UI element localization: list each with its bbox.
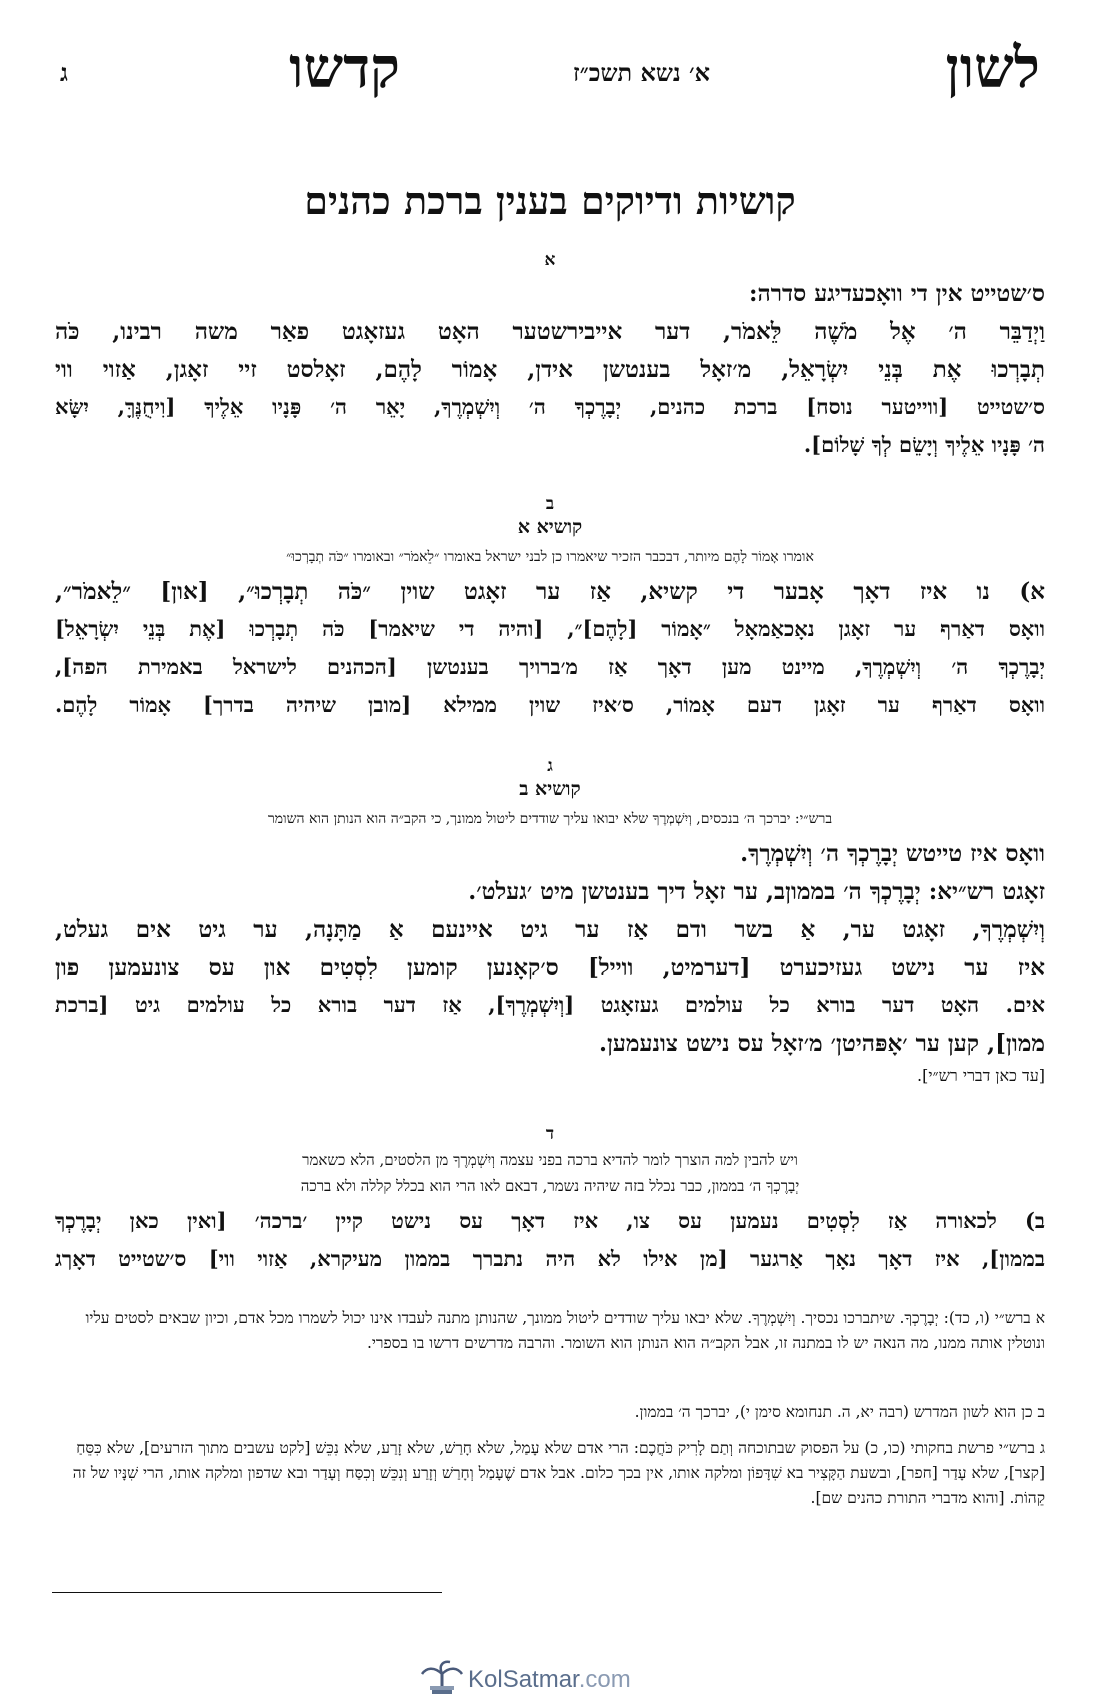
section-c-heading: קושיא ב: [519, 778, 581, 800]
section-b-line-1: א) נו איז דאָך אָבער די קשיא, אַז ער זאָגט שוין ״כֹּה תְבָרְכוּ״, [און] ״לֵאמֹר״,: [55, 578, 1045, 605]
logo-name: KolSatmar: [468, 1666, 579, 1693]
header-date: א׳ נשא תשכ״ז: [572, 58, 710, 87]
section-b-line-2: וואָס דאַרף ער זאָגן נאָכאַמאָל ״אָמוֹר [לָהֶם]״, [והיה די שיאמר] כֹּה תְבָרְכוּ [אֶת בְּנֵי יִשְׂרָאֵל]: [55, 616, 1045, 641]
footnote-a: א ברש״י (ו, כד): יְבָרֶכְךָ. שיתברכו נכסיך. וְיִשְׁמְרֶךָ. שלא יבאו עליך שודדים ליטול ממונך, שהנותן מתנה לעבדו אינו יכול לשמרו מכל אדם, וכיון שבאים לסטים עליו ונוטלין אותה ממנו, מה הנאה יש לו במתנה זו, אבל הקב״ה הוא הנותן הוא השומר. והרבה מדרשים דרשו בו בספרי.: [85, 1309, 1045, 1352]
section-c-line-5: אים. האָט דער בורא כל עולמים געזאָגט [וְיִשְׁמְרֶךָ], אַז דער בורא כל עולמים גיט [ברכת: [55, 992, 1045, 1017]
section-a-line-5: ה׳ פָּנָיו אֵלֶיךָ וְיָשֵׂם לְךָ שָׁלוֹם].: [803, 432, 1045, 457]
logo-wordmark: [468, 1666, 631, 1694]
section-d-line-2: בממון], איז דאָך נאָך אַרגער [מן אילו לא היה נתברך בממון מעיקרא, אַזוי ווי] ס׳שטייט דאָךג: [55, 1246, 1045, 1271]
section-c-line-6: ממון], קען ער ׳אָפּהיטן׳ מ׳זאָל עס נישט צונעמען.: [599, 1030, 1045, 1057]
kolsatmar-logo: [420, 1660, 700, 1696]
page-header: [60, 35, 1040, 110]
section-b-heading: קושיא א: [517, 516, 583, 538]
footnote-c: ג ברש״י פרשת בחקותי (כו, כ) על הפסוק שבתוכחה וְתַם לָרִיק כֹּחֲכֶם: הרי אדם שלא עָמַל, שלא חָרַשׁ, שלא זָרַע, שלא נִכֵּשׁ [לקט עשבים מתוך הזרעים], שלא כִּסֵּחַ [קצר], שלא עָדַר [חפר], ובשעת הַקָּצִיר בא שִׁדָּפוֹן ומלקה אותו, אין בכך כלום. אבל אדם שֶׁעָמַל וְחָרַשׁ וְזָרַע וְנִכֵּשׁ וְכִסַּח וְעָדַר ובא שדפון ומלקה אותו, הרי שִׁנָּיו של זה קֵהוֹת. [והוא מדברי התורת כהנים שם].: [72, 1439, 1045, 1507]
section-letter-b: ב: [545, 494, 555, 514]
section-c-subtitle: ברש״י: יברכך ה׳ בנכסים, וְיִשְׁמְרֶךָ שלא יבואו עליך שודדים ליטול ממונך, כי הקב״ה הוא הנותן הוא השומר: [267, 811, 833, 827]
section-a-line-4: ס׳שטייט [ווייטער נוסח] ברכת כהנים, יְבָרֶכְךָ ה׳ וְיִשְׁמְרֶךָ, יָאֵר ה׳ פָּנָיו אֵלֶיךָ [וִיחֻנֶּךָּ, יִשָּׂא: [55, 394, 1045, 419]
section-letter-d: ד: [545, 1124, 555, 1144]
section-b-subtitle: אומרו אָמוֹר לָהֶם מיותר, דבכבר הזכיר שיאמרו כן לבני ישראל באומרו ״לֵאמֹר״ ובאומרו ״כֹּה תְבָרְכוּ״: [286, 549, 814, 565]
logo-suffix: .com: [578, 1666, 631, 1693]
section-d-line-1: ב) לכאורה אַז לִסְטִים נעמען עס צו, איז דאָך עס נישט קיין ׳ברכה׳ [ואין כאן יְבָרֶכְךָ: [55, 1208, 1045, 1233]
section-c-line-3: וְיִשְׁמְרֶךָ, זאָגט ער, אַ בשר ודם אַז ער גיט איינעם אַ מַתָּנָה, ער גיט אים געלט,: [55, 916, 1045, 943]
section-letter-c: ג: [547, 756, 553, 776]
section-letter-a: א: [544, 250, 556, 270]
section-a-line-1: ס׳שטייט אין די וואָכעדיגע סדרה:: [749, 280, 1045, 307]
header-title-left: קדשו: [289, 35, 400, 101]
section-c-line-1: וואָס איז טייטש יְבָרֶכְךָ ה׳ וְיִשְׁמְרֶךָ.: [740, 840, 1045, 867]
header-title-right: לשון: [945, 35, 1040, 101]
section-c-line-7: [עד כאן דברי רש״י].: [917, 1066, 1045, 1085]
section-a-line-3: תְבָרְכוּ אֶת בְּנֵי יִשְׂרָאֵל, מ׳זאָל בענטשן אידן, אָמוֹר לָהֶם, זאָלסט זיי זאָגן, אַזוי ווי: [55, 356, 1045, 383]
section-c-line-4: איז ער נישט געזיכערט [דערמיט, ווייל] ס׳קאָנען קומען לִסְטִים און עס צונעמען פון: [55, 954, 1045, 981]
footnote-b: ב כן הוא לשון המדרש (רבה יא, ה. תנחומא סימן י), יברכך ה׳ בממון.: [634, 1403, 1045, 1421]
section-d-subtitle-1: ויש להבין למה הוצרך לומר להדיא ברכה בפני עצמה וְיִשְׁמְרֶךָ מן הלסטים, הלא כשאמר: [302, 1151, 798, 1169]
section-a-line-2: וַיְדַבֵּר ה׳ אֶל מֹשֶׁה לֵּאמֹר, דער אייבירשטער האָט געזאָגט פאַר משה רבינו, כֹּה: [55, 318, 1045, 345]
section-b-line-4: וואָס דאַרף ער זאָגן דעם אָמוֹר, ס׳איז שוין ממילא [מובן שיהיה בדרך] אָמוֹר לָהֶם.: [55, 692, 1045, 717]
palm-tree-icon: [420, 1660, 464, 1696]
page-number: ג: [60, 58, 68, 87]
section-b-line-3: יְבָרֶכְךָ ה׳ וְיִשְׁמְרֶךָ, מיינט מען דאָך אַז מ׳ברויך בענטשן [הכהנים לישראל באמירת הפה],: [55, 654, 1045, 679]
page-title: קושיות ודיוקים בענין ברכת כהנים: [304, 178, 796, 223]
footnote-divider: [52, 1592, 442, 1593]
section-d-subtitle-2: יְבָרֶכְךָ ה׳ בממון, כבר נכלל בזה שיהיה נשמר, דבאם לאו הרי הוא בכלל קללה ולא ברכה: [300, 1177, 800, 1195]
section-c-line-2: זאָגט רש״יא: יְבָרֶכְךָ ה׳ בממוןב, ער זאָל דיך בענטשן מיט ׳געלט׳.: [468, 878, 1045, 905]
